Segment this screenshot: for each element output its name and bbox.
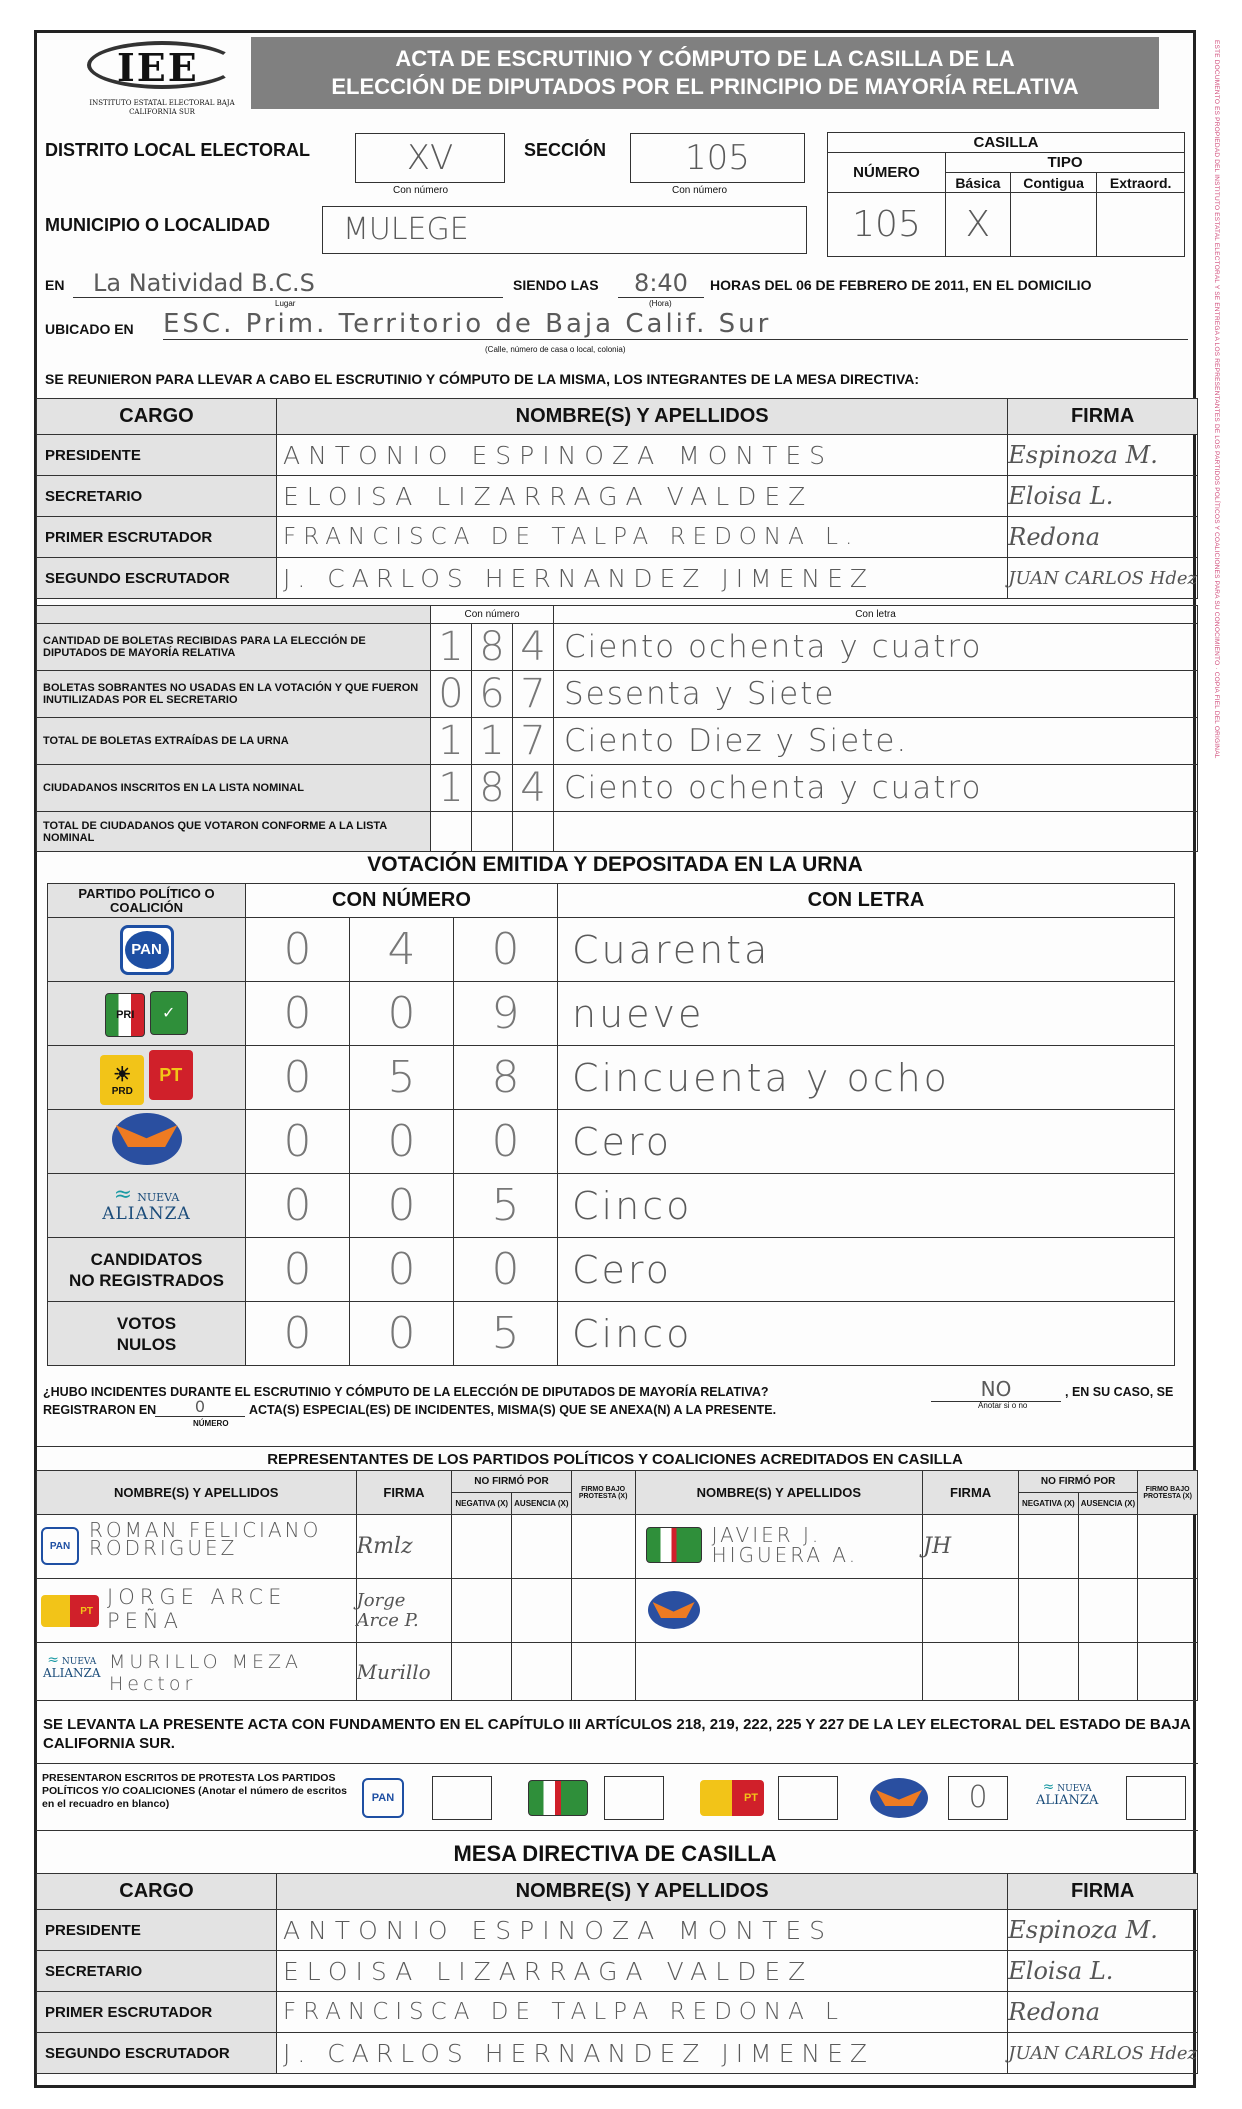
boletas-digit[interactable]: 4	[513, 624, 554, 671]
prd-logo-text: PRD	[111, 1085, 133, 1097]
boletas-digit[interactable]	[431, 812, 472, 852]
boletas-digit[interactable]: 7	[513, 671, 554, 718]
domicilio-field[interactable]: ESC. Prim. Territorio de Baja Calif. Sur	[163, 309, 1188, 340]
municipio-field[interactable]: MULEGE	[322, 206, 807, 254]
mesa-bottom-firma[interactable]: Redona	[1008, 1992, 1198, 2033]
rep-negativa[interactable]	[452, 1515, 512, 1579]
incidentes-answer-hint: Anotar si o no	[978, 1401, 1028, 1410]
pri-pvem-logo-icon	[528, 1780, 588, 1816]
party-prd-pt	[48, 1046, 246, 1110]
pri-pvem-logo-icon	[646, 1527, 702, 1563]
intro-line-2	[45, 309, 1193, 354]
side-legal-note: ESTE DOCUMENTO ES PROPIEDAD DEL INSTITUTO ESTATAL ELECTORAL Y SE ENTREGA A LOS REPRESENTANTES DE LOS PARTIDOS POLÍTICOS Y COALICIONES PARA SU CONOCIMIENTO · COPIA FIEL DEL ORIGINAL	[1213, 40, 1220, 759]
rep-h-nofirmo-2: NO FIRMÓ POR	[1019, 1471, 1138, 1493]
iee-logo	[77, 41, 247, 121]
rep-negativa[interactable]	[1019, 1643, 1079, 1701]
extraord-header: Extraord.	[1097, 173, 1185, 193]
numero-header: NÚMERO	[828, 153, 946, 193]
pri-logo-icon	[105, 993, 145, 1037]
distrito-field[interactable]: XV	[355, 133, 505, 183]
tipo-header: TIPO	[946, 153, 1185, 173]
pri-logo-text: PRI	[116, 1008, 135, 1021]
mesa-bottom-cargo: PRIMER ESCRUTADOR	[37, 1992, 277, 2033]
rep-protesta[interactable]	[571, 1643, 635, 1701]
votos-letra[interactable]: Cero	[558, 1238, 1175, 1302]
rep-protesta[interactable]	[1138, 1579, 1198, 1643]
votos-letra[interactable]: Cero	[558, 1110, 1175, 1174]
prd-logo-icon: ☀ PRD	[100, 1055, 144, 1105]
rep-negativa[interactable]	[1019, 1515, 1079, 1579]
mesa-bottom-cargo: SEGUNDO ESCRUTADOR	[37, 2033, 277, 2074]
mesa-top-firma[interactable]: JUAN CARLOS Hdez	[1008, 558, 1198, 599]
rep-protesta[interactable]	[571, 1515, 635, 1579]
protesta-pri-box[interactable]	[604, 1776, 664, 1820]
votos-digit[interactable]: 0	[246, 1110, 350, 1174]
lugar-field[interactable]: La Natividad B.C.S	[73, 269, 503, 298]
boletas-digit[interactable]: 8	[472, 624, 513, 671]
votos-digit[interactable]: 4	[350, 918, 454, 982]
rep-nombre[interactable]: MURILLO MEZA Hector	[109, 1651, 303, 1695]
votos-digit[interactable]: 0	[246, 918, 350, 982]
logo-text: IEE	[117, 45, 199, 90]
boletas-digit[interactable]: 1	[431, 718, 472, 765]
mesa-bottom-h-nombre: NOMBRE(S) Y APELLIDOS	[277, 1874, 1008, 1910]
rep-row	[635, 1515, 923, 1579]
votos-letra[interactable]: Cincuenta y ocho	[558, 1046, 1175, 1110]
rep-row	[635, 1579, 923, 1643]
votacion-title: VOTACIÓN EMITIDA Y DEPOSITADA EN LA URNA	[367, 853, 863, 876]
votos-digit[interactable]: 5	[454, 1302, 558, 1366]
boletas-letra[interactable]: Ciento Diez y Siete.	[554, 718, 1198, 765]
party-nueva-alianza	[48, 1174, 246, 1238]
distrito-hint: Con número	[393, 185, 449, 196]
rep-firma[interactable]: Jorge Arce P.	[356, 1579, 452, 1643]
boletas-letra[interactable]: Ciento ochenta y cuatro	[554, 624, 1198, 671]
alianza-mini-text: ALIANZA	[43, 1666, 101, 1680]
contigua-field[interactable]	[1010, 193, 1097, 257]
protesta-text: PRESENTARON ESCRITOS DE PROTESTA LOS PARTIDOS POLÍTICOS Y/O COALICIONES (Anotar el número de escritos en el recuadro en blanco)	[42, 1772, 347, 1810]
votos-letra[interactable]: Cinco	[558, 1174, 1175, 1238]
incidentes-tail: , EN SU CASO, SE	[1065, 1385, 1174, 1399]
votos-digit[interactable]: 8	[454, 1046, 558, 1110]
votacion-table	[47, 883, 1175, 1366]
rep-ausencia[interactable]	[1078, 1579, 1138, 1643]
representantes-title: REPRESENTANTES DE LOS PARTIDOS POLÍTICOS Y COALICIONES ACREDITADOS EN CASILLA	[37, 1446, 1193, 1468]
mesa-top-table	[36, 398, 1198, 599]
nueva-text: NUEVA	[137, 1191, 180, 1204]
rep-ausencia[interactable]	[512, 1515, 572, 1579]
rep-firma[interactable]	[923, 1643, 1019, 1701]
party-pan	[48, 918, 246, 982]
mesa-top-nombre[interactable]: FRANCISCA DE TALPA REDONA L.	[277, 517, 1008, 558]
party-pri-pvem	[48, 982, 246, 1046]
ubicado-label: UBICADO EN	[45, 321, 134, 337]
fundamento-text: SE LEVANTA LA PRESENTE ACTA CON FUNDAMENTO EN EL CAPÍTULO III ARTÍCULOS 218, 219, 222, 225 Y 227 DE LA LEY ELECTORAL DEL ESTADO DE BAJA CALIFORNIA SUR.	[43, 1716, 1191, 1752]
votos-digit[interactable]: 0	[350, 982, 454, 1046]
rep-h-ausencia-2: AUSENCIA (X)	[1078, 1493, 1138, 1515]
mesa-top-nombre[interactable]: J. CARLOS HERNANDEZ JIMENEZ	[277, 558, 1008, 599]
rep-h-protesta-2: FIRMO BAJO PROTESTA (X)	[1138, 1471, 1198, 1515]
votos-digit[interactable]: 9	[454, 982, 558, 1046]
municipio-label: MUNICIPIO O LOCALIDAD	[45, 215, 270, 235]
rep-row	[37, 1579, 357, 1643]
convergencia-logo-icon	[870, 1778, 928, 1818]
mesa-top-firma[interactable]: Eloisa L.	[1008, 476, 1198, 517]
alianza-protesta-text: ALIANZA	[1036, 1793, 1099, 1808]
boletas-h-num: Con número	[431, 606, 554, 624]
nueva-alianza-logo-icon: ≈ NUEVA ALIANZA	[102, 1182, 191, 1224]
title-line-2: ELECCIÓN DE DIPUTADOS POR EL PRINCIPIO DE MAYORÍA RELATIVA	[331, 74, 1079, 99]
rep-row	[635, 1643, 923, 1701]
mesa-bottom-h-firma: FIRMA	[1008, 1874, 1198, 1910]
votos-digit[interactable]: 0	[350, 1110, 454, 1174]
mesa-bottom-cargo: SECRETARIO	[37, 1951, 277, 1992]
boletas-letra[interactable]: Sesenta y Siete	[554, 671, 1198, 718]
rep-row	[37, 1515, 357, 1579]
rep-h-negativa: NEGATIVA (X)	[452, 1493, 512, 1515]
mesa-bottom-firma[interactable]: JUAN CARLOS Hdez	[1008, 2033, 1198, 2074]
casilla-header: CASILLA	[828, 133, 1185, 153]
mesa-top-firma[interactable]: Redona	[1008, 517, 1198, 558]
rep-nombre[interactable]: JAVIER J. HIGUERA A.	[711, 1523, 859, 1567]
protesta-pan-box[interactable]	[432, 1776, 492, 1820]
title-banner	[251, 37, 1159, 109]
votos-letra[interactable]: nueve	[558, 982, 1175, 1046]
rep-h-firma: FIRMA	[356, 1471, 452, 1515]
votos-digit[interactable]: 0	[246, 1174, 350, 1238]
pt-mini-text: PT	[80, 1605, 93, 1617]
rep-h-protesta: FIRMO BAJO PROTESTA (X)	[571, 1471, 635, 1515]
mesa-top-cargo: SEGUNDO ESCRUTADOR	[37, 558, 277, 599]
acta-form	[34, 30, 1196, 2088]
boletas-letra[interactable]	[554, 812, 1198, 852]
boletas-label: TOTAL DE BOLETAS EXTRAÍDAS DE LA URNA	[37, 718, 431, 765]
votos-digit[interactable]: 0	[454, 1110, 558, 1174]
pan-protesta-text: PAN	[371, 1792, 395, 1804]
protesta-prd-box[interactable]	[778, 1776, 838, 1820]
incidentes-number-hint: NÚMERO	[193, 1419, 229, 1428]
rep-h-firma-2: FIRMA	[923, 1471, 1019, 1515]
pan-logo-icon	[41, 1527, 79, 1565]
domicilio-hint: (Calle, número de casa o local, colonia)	[485, 345, 626, 354]
convergencia-logo-icon	[648, 1591, 700, 1629]
rep-h-nofirmo: NO FIRMÓ POR	[452, 1471, 571, 1493]
mesa-bottom-nombre[interactable]: ELOISA LIZARRAGA VALDEZ	[277, 1951, 1008, 1992]
mesa-bottom-nombre[interactable]: J. CARLOS HERNANDEZ JIMENEZ	[277, 2033, 1008, 2074]
protesta-conv-box[interactable]: 0	[948, 1776, 1008, 1820]
rep-negativa[interactable]	[452, 1643, 512, 1701]
rep-nombre[interactable]: ROMAN FELICIANO RODRIGUEZ	[89, 1518, 322, 1560]
boletas-digit[interactable]	[472, 812, 513, 852]
convergencia-logo-icon	[112, 1113, 182, 1165]
boletas-label: TOTAL DE CIUDADANOS QUE VOTARON CONFORME A LA LISTA NOMINAL	[37, 812, 431, 852]
basica-header: Básica	[946, 173, 1011, 193]
rep-h-ausencia: AUSENCIA (X)	[512, 1493, 572, 1515]
votacion-h-partido: PARTIDO POLÍTICO O COALICIÓN	[48, 884, 246, 918]
votos-digit[interactable]: 5	[454, 1174, 558, 1238]
boletas-digit[interactable]: 8	[472, 765, 513, 812]
mesa-top-cargo: SECRETARIO	[37, 476, 277, 517]
mesa-top-firma[interactable]: Espinoza M.	[1008, 435, 1198, 476]
incidentes-registraron: REGISTRARON EN	[43, 1403, 157, 1417]
seccion-field[interactable]: 105	[630, 133, 805, 183]
boletas-digit[interactable]: 1	[472, 718, 513, 765]
mesa-bottom-nombre[interactable]: FRANCISCA DE TALPA REDONA L	[277, 1992, 1008, 2033]
rep-row	[37, 1643, 357, 1701]
seccion-label: SECCIÓN	[524, 140, 607, 160]
hora-field[interactable]: 8:40	[618, 269, 704, 298]
boletas-digit[interactable]: 1	[431, 765, 472, 812]
protesta-nueva-box[interactable]	[1126, 1776, 1186, 1820]
mesa-bottom-cargo: PRESIDENTE	[37, 1910, 277, 1951]
incidentes-number[interactable]: 0	[155, 1397, 245, 1417]
mesa-top-h-firma: FIRMA	[1008, 399, 1198, 435]
boletas-table	[36, 605, 1198, 852]
boletas-h-letra: Con letra	[554, 606, 1198, 624]
pan-logo-icon	[120, 925, 174, 975]
casilla-table	[827, 132, 1185, 257]
pan-logo-text: PAN	[125, 931, 169, 969]
pan-logo-icon	[362, 1778, 404, 1818]
votacion-h-num: CON NÚMERO	[246, 884, 558, 918]
nulos-label-1: VOTOS	[116, 1313, 177, 1333]
extraord-field[interactable]	[1097, 193, 1185, 257]
boletas-label: CIUDADANOS INSCRITOS EN LA LISTA NOMINAL	[37, 765, 431, 812]
mesa-bottom-h-cargo: CARGO	[37, 1874, 277, 1910]
prd-pt-logo-icon	[700, 1780, 764, 1816]
boletas-digit[interactable]: 0	[431, 671, 472, 718]
rep-protesta[interactable]	[571, 1579, 635, 1643]
pan-mini-text: PAN	[49, 1540, 71, 1552]
numero-field[interactable]: 105	[828, 193, 946, 257]
protesta-row	[36, 1763, 1198, 1831]
incidentes-question: ¿HUBO INCIDENTES DURANTE EL ESCRUTINIO Y CÓMPUTO DE LA ELECCIÓN DE DIPUTADOS DE MAYORÍA RELATIVA?	[43, 1385, 769, 1399]
votos-digit[interactable]: 0	[454, 1238, 558, 1302]
rep-firma[interactable]: Murillo	[356, 1643, 452, 1701]
mesa-bottom-nombre[interactable]: ANTONIO ESPINOZA MONTES	[277, 1910, 1008, 1951]
boletas-digit[interactable]: 4	[513, 765, 554, 812]
votos-digit[interactable]: 0	[246, 1302, 350, 1366]
logo-subtitle: INSTITUTO ESTATAL ELECTORAL BAJA CALIFORNIA SUR	[89, 99, 235, 116]
mesa-top-nombre[interactable]: ANTONIO ESPINOZA MONTES	[277, 435, 1008, 476]
cand-label-2: NO REGISTRADOS	[69, 1270, 224, 1290]
boletas-digit[interactable]: 7	[513, 718, 554, 765]
boletas-label: BOLETAS SOBRANTES NO USADAS EN LA VOTACIÓN Y QUE FUERON INUTILIZADAS POR EL SECRETARIO	[37, 671, 431, 718]
reunieron-text: SE REUNIERON PARA LLEVAR A CABO EL ESCRUTINIO Y CÓMPUTO DE LA MISMA, LOS INTEGRANTES DE LA MESA DIRECTIVA:	[45, 371, 920, 387]
distrito-label: DISTRITO LOCAL ELECTORAL	[45, 140, 311, 160]
votacion-h-letra: CON LETRA	[558, 884, 1175, 918]
rep-ausencia[interactable]	[512, 1579, 572, 1643]
rep-ausencia[interactable]	[1078, 1643, 1138, 1701]
alianza-text: ALIANZA	[102, 1204, 191, 1224]
representantes-table	[36, 1470, 1198, 1701]
nueva-alianza-mini-icon: ≈ NUEVA ALIANZA	[43, 1652, 101, 1680]
intro-line-1	[45, 269, 1193, 308]
votos-digit[interactable]: 0	[246, 1238, 350, 1302]
rep-firma[interactable]	[923, 1579, 1019, 1643]
rep-ausencia[interactable]	[1078, 1515, 1138, 1579]
pt-protesta-text: PT	[743, 1792, 758, 1804]
horas-del-label: HORAS DEL 06 DE FEBRERO DE 2011, EN EL DOMICILIO	[710, 277, 1092, 293]
boletas-letra[interactable]: Ciento ochenta y cuatro	[554, 765, 1198, 812]
votos-digit[interactable]: 5	[350, 1046, 454, 1110]
nulos-label-2: NULOS	[116, 1334, 177, 1354]
rep-h-nombre: NOMBRE(S) Y APELLIDOS	[37, 1471, 357, 1515]
siendo-label: SIENDO LAS	[513, 277, 599, 293]
nueva-protesta-text: NUEVA	[1057, 1784, 1092, 1794]
nueva-alianza-mini-icon: ≈ NUEVA ALIANZA	[1036, 1779, 1099, 1808]
votos-digit[interactable]: 0	[350, 1174, 454, 1238]
rep-firma[interactable]: JH	[923, 1515, 1019, 1579]
rep-protesta[interactable]	[1138, 1643, 1198, 1701]
votos-letra[interactable]: Cuarenta	[558, 918, 1175, 982]
nueva-mini-text: NUEVA	[61, 1657, 97, 1667]
votos-digit[interactable]: 0	[350, 1238, 454, 1302]
lugar-hint: Lugar	[275, 299, 296, 308]
pt-logo-icon	[149, 1050, 193, 1100]
title-line-1: ACTA DE ESCRUTINIO Y CÓMPUTO DE LA CASILLA DE LA	[395, 46, 1015, 71]
boletas-label: CANTIDAD DE BOLETAS RECIBIDAS PARA LA ELECCIÓN DE DIPUTADOS DE MAYORÍA RELATIVA	[37, 624, 431, 671]
rep-negativa[interactable]	[452, 1579, 512, 1643]
mesa-top-cargo: PRIMER ESCRUTADOR	[37, 517, 277, 558]
boletas-digit[interactable]: 1	[431, 624, 472, 671]
mesa-bottom-firma[interactable]: Espinoza M.	[1008, 1910, 1198, 1951]
rep-nombre[interactable]: JORGE ARCE PEÑA	[107, 1585, 287, 1633]
contigua-header: Contigua	[1010, 173, 1097, 193]
votos-nulos	[48, 1302, 246, 1366]
votos-digit[interactable]: 0	[454, 918, 558, 982]
mesa-bottom-table	[36, 1873, 1198, 2074]
rep-h-nombre-2: NOMBRE(S) Y APELLIDOS	[635, 1471, 923, 1515]
rep-h-negativa-2: NEGATIVA (X)	[1019, 1493, 1079, 1515]
votos-digit[interactable]: 0	[246, 1046, 350, 1110]
rep-firma[interactable]: Rmlz	[356, 1515, 452, 1579]
votos-digit[interactable]: 0	[350, 1302, 454, 1366]
mesa-bottom-firma[interactable]: Eloisa L.	[1008, 1951, 1198, 1992]
boletas-digit[interactable]: 6	[472, 671, 513, 718]
seccion-hint: Con número	[672, 185, 728, 196]
pt-logo-text: PT	[159, 1064, 183, 1085]
incidentes-acta: ACTA(S) ESPECIAL(ES) DE INCIDENTES, MISMA(S) QUE SE ANEXA(N) A LA PRESENTE.	[249, 1403, 777, 1417]
hora-hint: (Hora)	[649, 299, 672, 308]
incidentes-answer[interactable]: NO	[931, 1377, 1061, 1402]
rep-ausencia[interactable]	[512, 1643, 572, 1701]
rep-protesta[interactable]	[1138, 1515, 1198, 1579]
cand-label-1: CANDIDATOS	[90, 1249, 203, 1269]
mesa-top-h-cargo: CARGO	[37, 399, 277, 435]
en-label: EN	[45, 277, 65, 293]
candidatos-no-registrados	[48, 1238, 246, 1302]
mesa-top-h-nombre: NOMBRE(S) Y APELLIDOS	[277, 399, 1008, 435]
party-convergencia	[48, 1110, 246, 1174]
pvem-logo-icon: ✓	[150, 991, 188, 1035]
mesa-top-nombre[interactable]: ELOISA LIZARRAGA VALDEZ	[277, 476, 1008, 517]
votos-digit[interactable]: 0	[246, 982, 350, 1046]
rep-negativa[interactable]	[1019, 1579, 1079, 1643]
boletas-digit[interactable]	[513, 812, 554, 852]
votos-letra[interactable]: Cinco	[558, 1302, 1175, 1366]
prd-pt-logo-icon	[41, 1595, 99, 1627]
mesa-top-cargo: PRESIDENTE	[37, 435, 277, 476]
basica-field[interactable]: X	[946, 193, 1011, 257]
incidentes-section	[43, 1377, 1193, 1431]
mesa-bottom-title: MESA DIRECTIVA DE CASILLA	[453, 1841, 777, 1866]
